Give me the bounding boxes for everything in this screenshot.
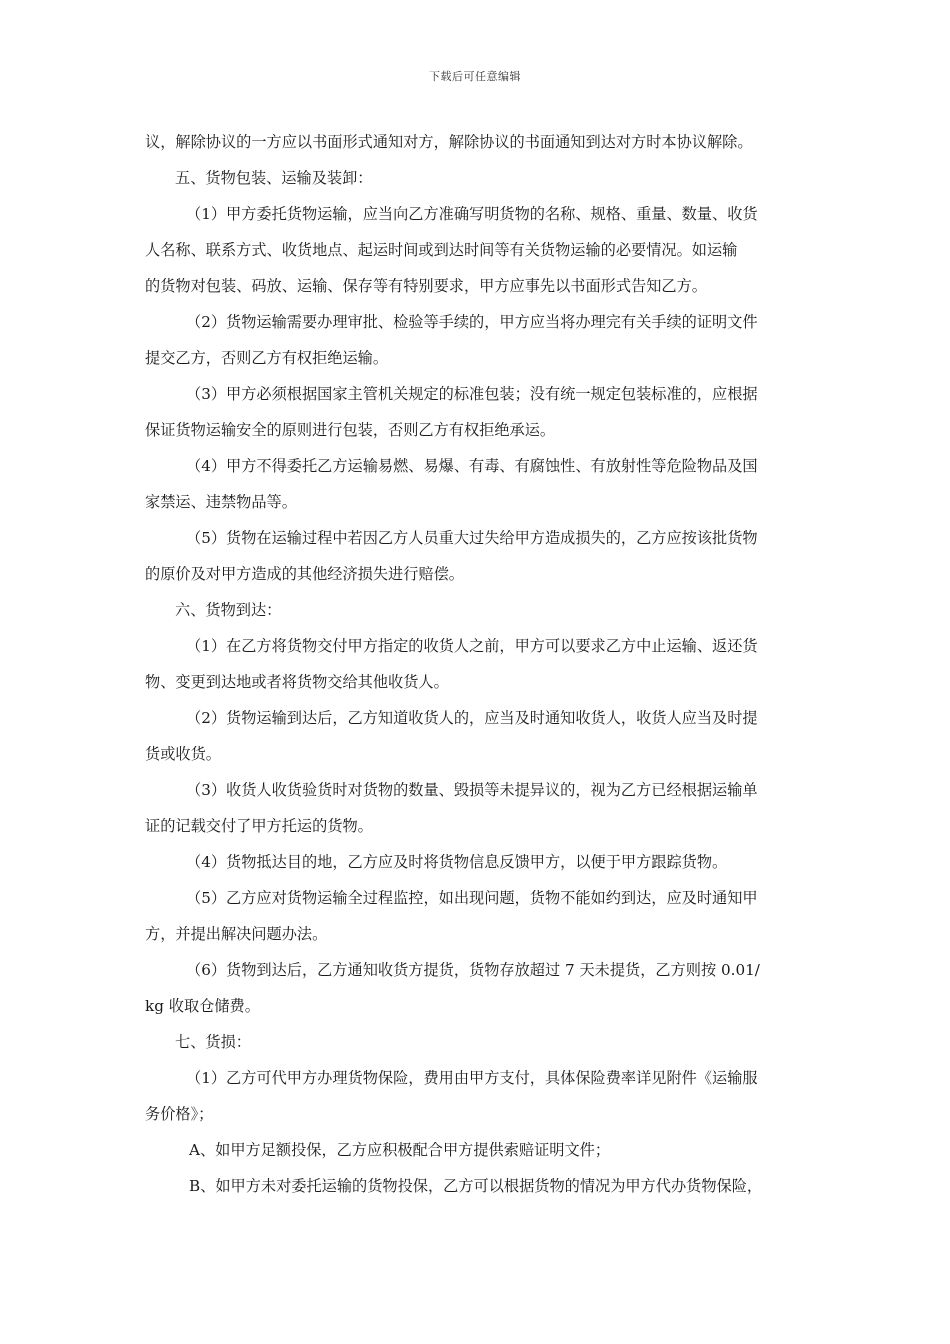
text-line: 家禁运、违禁物品等。: [145, 493, 297, 511]
text-line: （6）货物到达后，乙方通知收货方提货，货物存放超过 7 天未提货，乙方则按 0.01/: [186, 961, 760, 979]
text-line: 务价格》；: [145, 1105, 214, 1123]
text-line: 五、货物包装、运输及装卸：: [175, 169, 373, 187]
text-line: 的原价及对甲方造成的其他经济损失进行赔偿。: [145, 565, 464, 583]
text-line: （5）货物在运输过程中若因乙方人员重大过失给甲方造成损失的，乙方应按该批货物: [186, 529, 758, 547]
text-line: B、如甲方未对委托运输的货物投保，乙方可以根据货物的情况为甲方代办货物保险，: [189, 1177, 763, 1195]
text-line: 人名称、联系方式、收货地点、起运时间或到达时间等有关货物运输的必要情况。如运输: [145, 241, 738, 259]
text-line: kg 收取仓储费。: [145, 997, 260, 1015]
text-line: （2）货物运输到达后，乙方知道收货人的，应当及时通知收货人，收货人应当及时提: [186, 709, 758, 727]
text-line: 七、货损：: [175, 1033, 251, 1051]
text-line: 提交乙方，否则乙方有权拒绝运输。: [145, 349, 388, 367]
text-line: （4）货物抵达目的地，乙方应及时将货物信息反馈甲方，以便于甲方跟踪货物。: [186, 853, 728, 871]
text-line: 证的记载交付了甲方托运的货物。: [145, 817, 373, 835]
text-line: A、如甲方足额投保，乙方应积极配合甲方提供索赔证明文件；: [189, 1141, 611, 1159]
text-line: （3）甲方必须根据国家主管机关规定的标准包装；没有统一规定包装标准的，应根据: [186, 385, 758, 403]
text-line: 货或收货。: [145, 745, 221, 763]
text-line: 方，并提出解决问题办法。: [145, 925, 328, 943]
page-header: 下载后可任意编辑: [429, 70, 521, 83]
text-line: （3）收货人收货验货时对货物的数量、毁损等未提异议的，视为乙方已经根据运输单: [186, 781, 758, 799]
text-line: （1）乙方可代甲方办理货物保险，费用由甲方支付，具体保险费率详见附件《运输服: [186, 1069, 758, 1087]
document-body: [145, 124, 813, 1204]
text-line: 的货物对包装、码放、运输、保存等有特别要求，甲方应事先以书面形式告知乙方。: [145, 277, 707, 295]
text-line: （4）甲方不得委托乙方运输易燃、易爆、有毒、有腐蚀性、有放射性等危险物品及国: [186, 457, 758, 475]
text-line: （2）货物运输需要办理审批、检验等手续的，甲方应当将办理完有关手续的证明文件: [186, 313, 758, 331]
text-line: 议，解除协议的一方应以书面形式通知对方，解除协议的书面通知到达对方时本协议解除。: [145, 133, 753, 151]
text-line: （1）在乙方将货物交付甲方指定的收货人之前，甲方可以要求乙方中止运输、返还货: [186, 637, 758, 655]
text-line: （5）乙方应对货物运输全过程监控，如出现问题，货物不能如约到达，应及时通知甲: [186, 889, 758, 907]
text-line: 物、变更到达地或者将货物交给其他收货人。: [145, 673, 449, 691]
text-line: （1）甲方委托货物运输，应当向乙方准确写明货物的名称、规格、重量、数量、收货: [186, 205, 758, 223]
text-line: 六、货物到达：: [175, 601, 282, 619]
text-line: 保证货物运输安全的原则进行包装，否则乙方有权拒绝承运。: [145, 421, 556, 439]
